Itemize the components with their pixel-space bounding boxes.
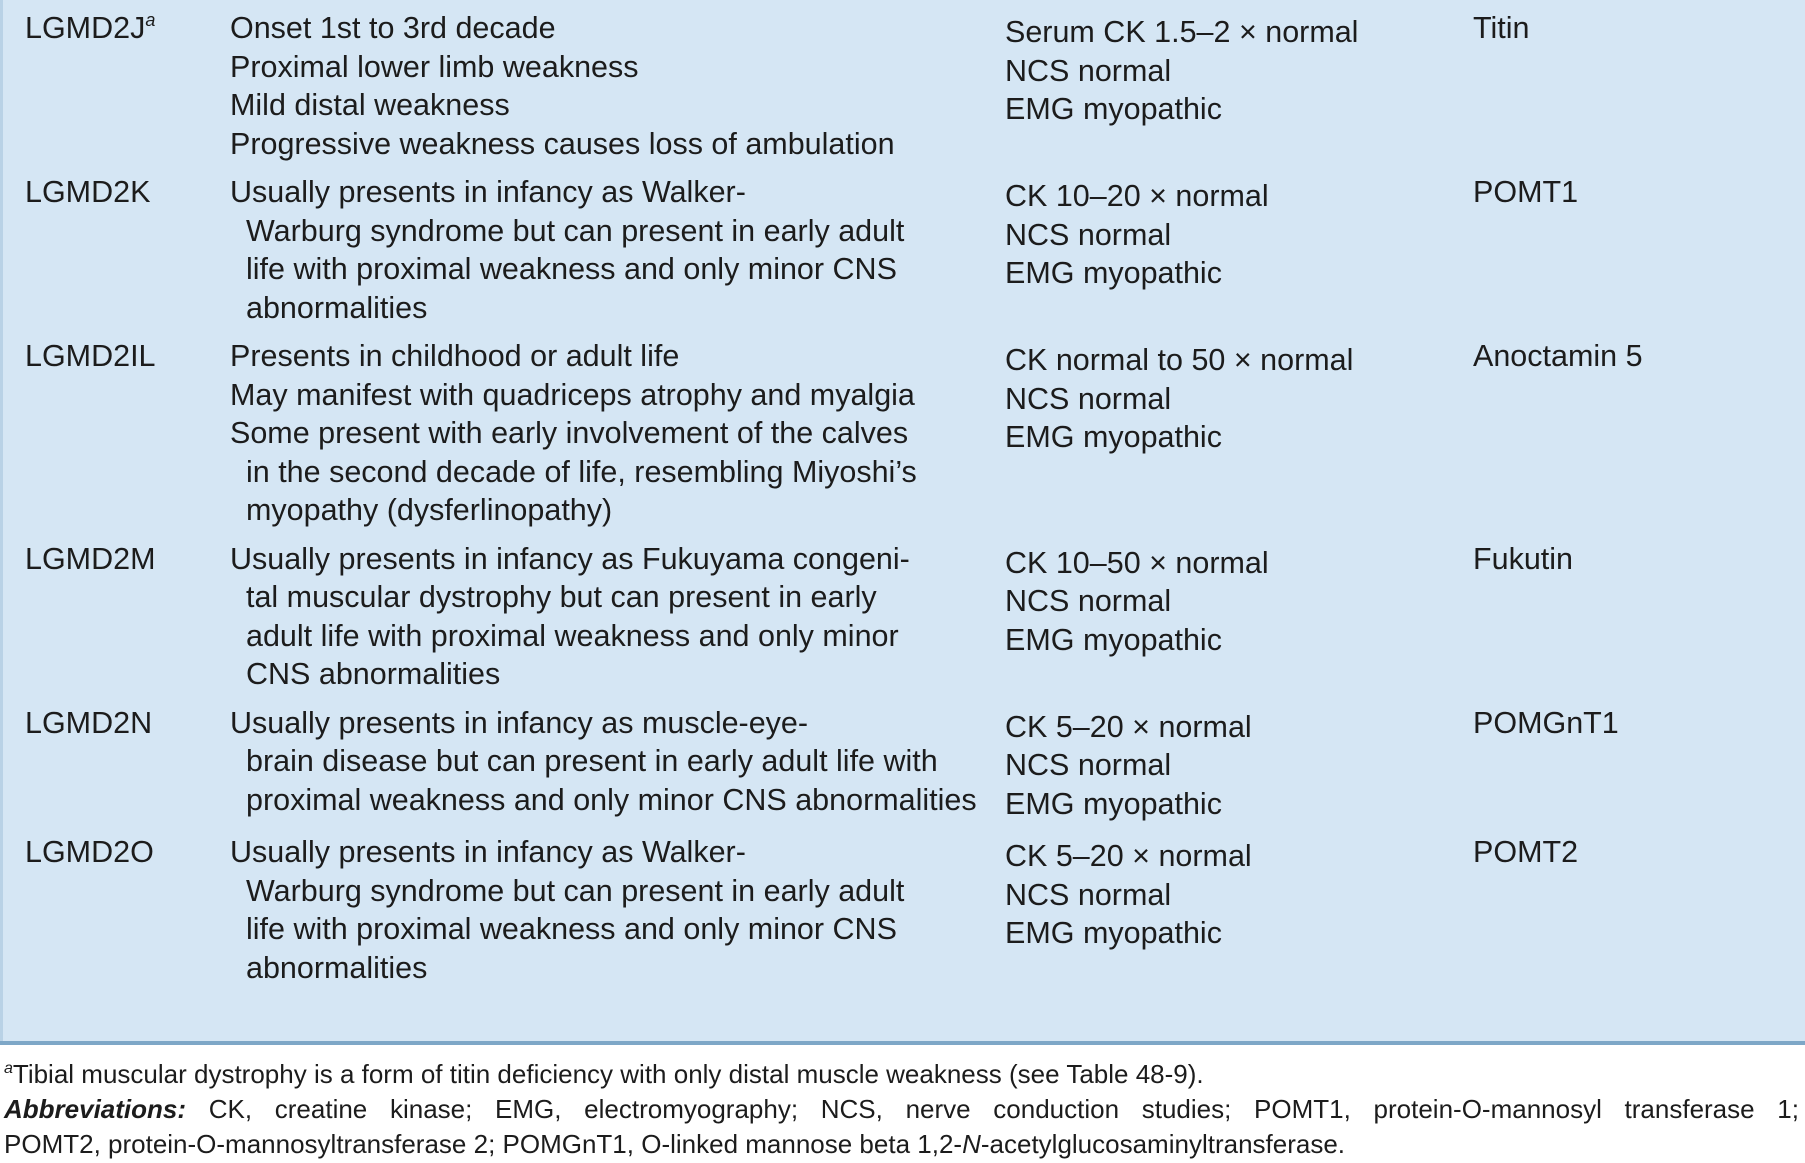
disease-code-cell xyxy=(3,327,230,530)
laboratory-feature-line: NCS normal xyxy=(1005,877,1172,912)
protein-cell xyxy=(1473,694,1805,824)
clinical-feature-line: Usually presents in infancy as Walker- xyxy=(230,175,746,209)
laboratory-feature-line: CK 10–50 × normal xyxy=(1005,545,1269,580)
laboratory-features-cell xyxy=(1005,163,1473,327)
laboratory-feature-line: EMG myopathic xyxy=(1005,420,1222,454)
laboratory-feature-line: NCS normal xyxy=(1005,584,1172,618)
laboratory-features-cell xyxy=(1005,530,1473,694)
disease-code-cell xyxy=(3,823,230,995)
lgmd-table xyxy=(3,0,1805,995)
laboratory-feature-line: EMG myopathic xyxy=(1005,92,1222,126)
disease-code-cell xyxy=(3,694,230,824)
protein-cell xyxy=(1473,327,1805,530)
abbreviations-line-1 xyxy=(4,1092,1799,1127)
protein-cell xyxy=(1473,0,1805,163)
clinical-feature-line: adult life with proximal weakness and only minor xyxy=(246,618,899,653)
protein-cell xyxy=(1473,823,1805,995)
footnote-a xyxy=(4,1057,1799,1092)
laboratory-feature-line: NCS normal xyxy=(1005,53,1172,88)
disease-code: LGMD2K xyxy=(25,175,151,209)
protein-name: Anoctamin 5 xyxy=(1473,339,1643,373)
clinical-feature-line: abnormalities xyxy=(246,290,428,325)
footnote-reference: a xyxy=(145,10,156,30)
table-footnotes xyxy=(4,1057,1799,1162)
clinical-feature-line: Warburg syndrome but can present in early adult xyxy=(246,873,905,908)
table-row xyxy=(3,327,1805,530)
laboratory-features-cell xyxy=(1005,0,1473,163)
clinical-features-cell xyxy=(230,327,1005,530)
clinical-feature-line: Proximal lower limb weakness xyxy=(230,49,639,84)
abbreviations-note xyxy=(4,1092,1799,1162)
laboratory-feature-line: EMG myopathic xyxy=(1005,916,1222,950)
clinical-feature-line: Presents in childhood or adult life xyxy=(230,339,680,373)
table-row xyxy=(3,0,1805,163)
protein-name: Titin xyxy=(1473,11,1530,45)
clinical-feature-line: Progressive weakness causes loss of ambulation xyxy=(230,126,895,161)
clinical-feature-line: in the second decade of life, resembling Miyoshi’s xyxy=(246,454,917,489)
clinical-feature-line: abnormalities xyxy=(246,950,428,985)
protein-name: POMT1 xyxy=(1473,175,1579,209)
clinical-features-cell xyxy=(230,694,1005,824)
laboratory-features-cell xyxy=(1005,694,1473,824)
table-row xyxy=(3,823,1805,995)
clinical-feature-line: life with proximal weakness and only minor CNS xyxy=(246,252,897,286)
protein-cell xyxy=(1473,163,1805,327)
footnote-text: Tibial muscular dystrophy is a form of titin deficiency with only distal muscle weakness (see Table 48-9). xyxy=(12,1059,1204,1089)
laboratory-feature-line: NCS normal xyxy=(1005,217,1172,252)
disease-code: LGMD2O xyxy=(25,835,154,869)
laboratory-feature-line: CK 10–20 × normal xyxy=(1005,179,1269,213)
laboratory-feature-line: CK normal to 50 × normal xyxy=(1005,343,1354,377)
laboratory-feature-line: EMG myopathic xyxy=(1005,622,1222,657)
clinical-features-cell xyxy=(230,163,1005,327)
protein-name: POMGnT1 xyxy=(1473,705,1619,740)
disease-code: LGMD2M xyxy=(25,541,156,576)
clinical-feature-line: myopathy (dysferlinopathy) xyxy=(246,493,613,527)
abbreviations-line-2 xyxy=(4,1127,1799,1162)
clinical-feature-line: May manifest with quadriceps atrophy and myalgia xyxy=(230,377,915,412)
table-row xyxy=(3,694,1805,824)
clinical-feature-line: Warburg syndrome but can present in early adult xyxy=(246,213,905,248)
clinical-feature-line: Usually presents in infancy as Fukuyama congeni- xyxy=(230,541,910,576)
disease-code-cell xyxy=(3,163,230,327)
table-row xyxy=(3,163,1805,327)
protein-cell xyxy=(1473,530,1805,694)
clinical-features-cell xyxy=(230,0,1005,163)
abbreviations-text-1: CK, creatine kinase; EMG, electromyography; NCS, nerve conduction studies; POMT1, protein-O-mannosyl transferase 1; xyxy=(208,1094,1799,1124)
protein-name: Fukutin xyxy=(1473,541,1574,576)
laboratory-features-cell xyxy=(1005,327,1473,530)
laboratory-feature-line: EMG myopathic xyxy=(1005,256,1222,290)
protein-name: POMT2 xyxy=(1473,835,1579,869)
disease-code: LGMD2J xyxy=(25,11,146,45)
clinical-feature-line: CNS abnormalities xyxy=(246,657,501,691)
laboratory-feature-line: Serum CK 1.5–2 × normal xyxy=(1005,15,1359,49)
clinical-features-cell xyxy=(230,530,1005,694)
laboratory-feature-line: NCS normal xyxy=(1005,748,1172,782)
abbreviations-text-2a: POMT2, protein-O-mannosyltransferase 2; POMGnT1, O-linked mannose beta 1,2- xyxy=(4,1129,963,1159)
laboratory-feature-line: CK 5–20 × normal xyxy=(1005,709,1252,744)
disease-code: LGMD2IL xyxy=(25,339,156,373)
laboratory-feature-line: NCS normal xyxy=(1005,381,1172,416)
clinical-feature-line: Onset 1st to 3rd decade xyxy=(230,11,556,45)
footnote-marker: a xyxy=(4,1060,13,1077)
table-bottom-rule xyxy=(0,1041,1805,1045)
disease-code-cell xyxy=(3,530,230,694)
disease-code: LGMD2N xyxy=(25,705,153,740)
disease-code-cell xyxy=(3,0,230,163)
clinical-feature-line: brain disease but can present in early adult life with xyxy=(246,744,938,778)
laboratory-feature-line: CK 5–20 × normal xyxy=(1005,839,1252,873)
clinical-feature-line: Mild distal weakness xyxy=(230,88,510,122)
clinical-features-cell xyxy=(230,823,1005,995)
clinical-feature-line: Usually presents in infancy as muscle-eye- xyxy=(230,705,809,740)
clinical-feature-line: tal muscular dystrophy but can present in early xyxy=(246,580,877,614)
clinical-feature-line: life with proximal weakness and only minor CNS xyxy=(246,912,897,946)
table-row xyxy=(3,530,1805,694)
abbreviations-text-2b: -acetylglucosaminyltransferase. xyxy=(980,1129,1346,1159)
clinical-feature-line: Some present with early involvement of the calves xyxy=(230,416,909,450)
laboratory-feature-line: EMG myopathic xyxy=(1005,786,1222,821)
clinical-feature-line: proximal weakness and only minor CNS abnormalities xyxy=(246,782,977,817)
abbreviations-label: Abbreviations: xyxy=(4,1094,187,1124)
table-rows xyxy=(3,0,1805,995)
abbreviations-text-2-italic: N xyxy=(962,1129,981,1159)
clinical-feature-line: Usually presents in infancy as Walker- xyxy=(230,835,746,869)
laboratory-features-cell xyxy=(1005,823,1473,995)
